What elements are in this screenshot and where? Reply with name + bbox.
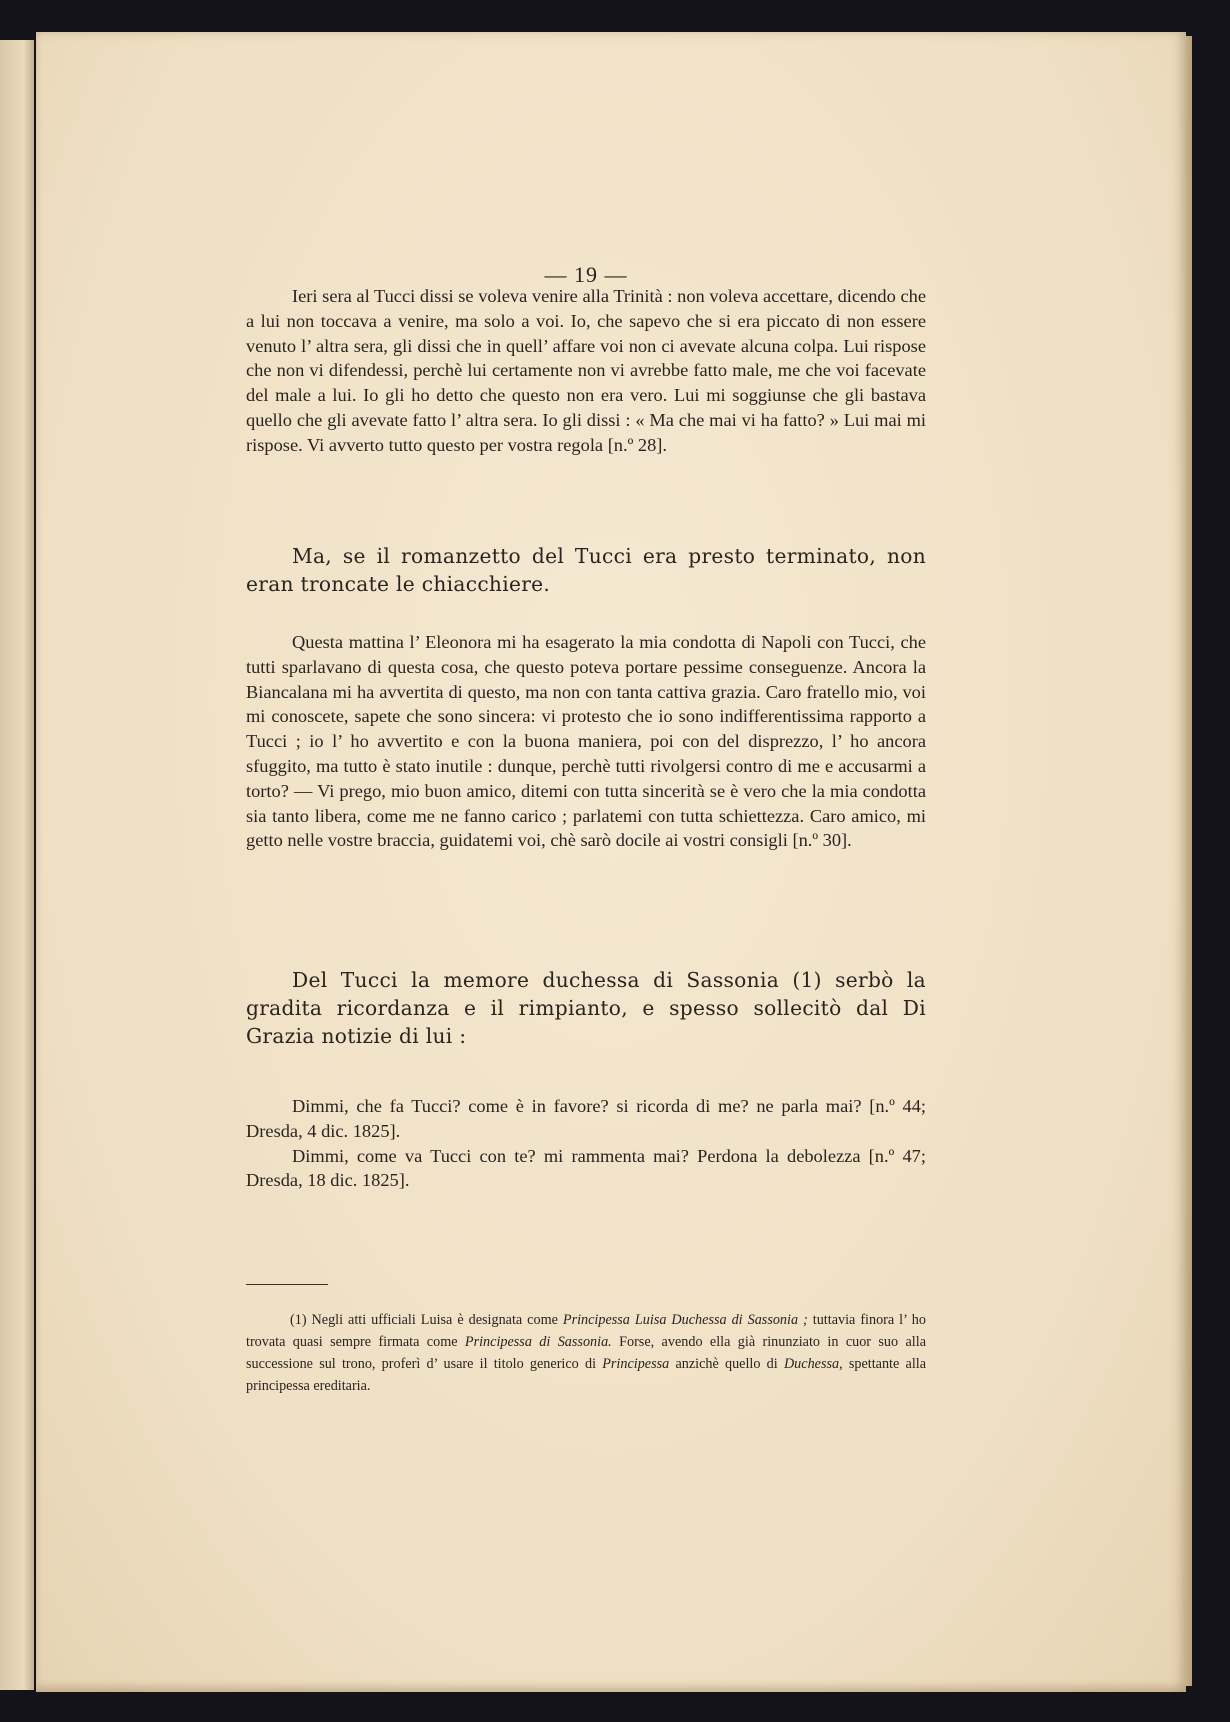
footnote-text: Forse, avendo ella già rinunziato in cuor suo alla successione sul trono, proferì d’ usare il titolo generico di: [246, 1334, 926, 1372]
footnote: [246, 1309, 926, 1397]
letter-excerpt-2: [246, 630, 926, 853]
paragraph: Del Tucci la memore duchessa di Sassonia (1) serbò la gradita ricordanza e il rimpianto, e spesso sollecitò dal Di Grazia notizie di lui :: [246, 968, 926, 1048]
footnote-italic: Principessa di Sassonia.: [464, 1334, 612, 1350]
footnote-text: spettante alla principessa ereditaria.: [246, 1356, 926, 1394]
footnote-marker: (1): [290, 1312, 307, 1328]
paragraph: Questa mattina l’ Eleonora mi ha esagerato la mia condotta di Napoli con Tucci, che tutti sparlavano di questa cosa, che questo poteva portare pessime conseguenze. Ancora la Biancalana mi ha avvertita di questo, ma non con tanta cattiva grazia. Caro fratello mio, voi mi conoscete, sapete che sono sincera: vi protesto che io sono indifferentissima rapporto a Tucci ; io l’ ho avvertito e con la buona maniera, poi con del disprezzo, l’ ho ancora sfuggito, ma tutto è stato inutile : dunque, perchè tutti rivolgersi contro di me e accusarmi a torto? — Vi prego, mio buon amico, ditemi con tutta sincerità se è vero che la mia condotta sia tanto libera, come me ne fanno carico ; parlatemi con tutta schiettezza. Caro amico, mi getto nelle vostre braccia, guidatemi voi, chè sarò docile ai vostri consigli [n.º 30].: [246, 632, 926, 851]
narrative-2: [246, 966, 926, 1050]
footnote-text: anzichè quello di: [669, 1356, 784, 1372]
footnote-italic: Duchessa,: [783, 1356, 843, 1372]
letter-excerpt-3: [246, 1094, 926, 1193]
footnote-italic: Principessa Luisa Duchessa di Sassonia ;: [562, 1312, 808, 1328]
paragraph: Dimmi, che fa Tucci? come è in favore? si ricorda di me? ne parla mai? [n.º 44; Dresda, 4 dic. 1825].: [246, 1096, 926, 1141]
footnote-italic: Principessa: [602, 1356, 670, 1372]
footnote-text: tuttavia finora l’ ho trovata quasi sempre firmata come: [246, 1312, 926, 1350]
letter-excerpt-1: [246, 284, 926, 458]
paragraph: Dimmi, come va Tucci con te? mi rammenta mai? Perdona la debolezza [n.º 47; Dresda, 18 dic. 1825].: [246, 1145, 926, 1191]
footnote-text: Negli atti ufficiali Luisa è designata come: [306, 1312, 563, 1328]
page-number: — 19 —: [544, 262, 628, 287]
footnote-divider: [246, 1284, 328, 1285]
paragraph: Ieri sera al Tucci dissi se voleva venire alla Trinità : non voleva accettare, dicendo che a lui non toccava a venire, ma solo a voi. Io, che sapevo che si era piccato di non essere venuto l’ altra sera, gli dissi che in quell’ affare voi non ci avevate alcuna colpa. Lui rispose che non vi difendessi, perchè lui certamente non vi avrebbe fatto male, me che voi facevate del male a lui. Io gli ho detto che questo non era vero. Lui mi soggiunse che gli bastava quello che gli avevate fatto l’ altra sera. Io gli dissi : « Ma che mai vi ha fatto? » Lui mai mi rispose. Vi avverto tutto questo per vostra regola [n.º 28].: [246, 286, 926, 455]
narrative-1: [246, 542, 926, 598]
book-page: [36, 32, 1186, 1692]
paragraph: Ma, se il romanzetto del Tucci era presto terminato, non eran troncate le chiacchiere.: [246, 544, 926, 596]
facing-page-edge: [0, 40, 34, 1690]
